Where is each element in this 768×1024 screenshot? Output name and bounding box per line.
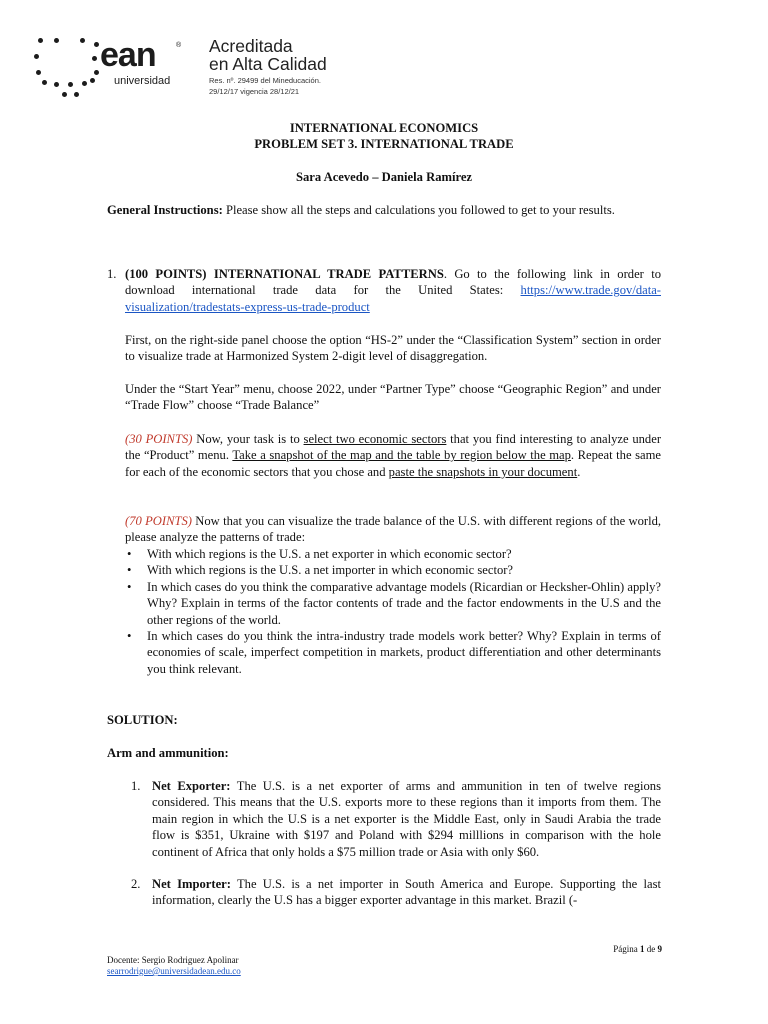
question-bullets xyxy=(125,546,661,677)
net-importer-label: Net Importer: xyxy=(152,877,231,891)
logo-dots-icon xyxy=(28,32,103,102)
p3-underline-2: Take a snapshot of the map and the table by region below the map xyxy=(232,448,571,463)
solution-item-net-importer xyxy=(152,876,661,909)
solution-heading: SOLUTION: xyxy=(107,713,178,727)
p3-text-a: Now, your task is to xyxy=(192,432,304,446)
p3-text-d: . xyxy=(577,464,581,479)
net-exporter-text: The U.S. is a net exporter of arms and ammunition in ten of twelve regions considered. This means that the U.S. exports more to these regions than it imports from them. The main region in which the U.S is a net exporter is the Middle East, only in Saudi Arabia the trade flow is $351, Ukraine with $197 and Poland with $294 milllions in comparison with the hole continent of Africa that only holds a $75 million trade or Asia with only $60. xyxy=(152,779,661,859)
logo-subtitle: universidad xyxy=(114,75,171,87)
page-number xyxy=(560,944,662,954)
net-exporter-label: Net Exporter: xyxy=(152,779,231,793)
instructions-label: General Instructions: xyxy=(107,203,223,217)
question-para-menus: Under the “Start Year” menu, choose 2022, under “Partner Type” choose “Geographic Region” and under “Trade Flow” choose “Trade Balance” xyxy=(125,382,661,413)
question-number: 1. xyxy=(107,267,117,281)
list-item: • In which cases do you think the comparative advantage models (Ricardian or Hecksher-Ohlin) apply? Why? Explain in terms of the factor contents of trade and the factor endowments in the U.S and the other regions of the world. xyxy=(125,579,661,628)
doc-title-line2: PROBLEM SET 3. INTERNATIONAL TRADE xyxy=(254,137,514,151)
authors: Sara Acevedo – Daniela Ramírez xyxy=(295,170,473,184)
p3-text-c: . Repeat the same for each of the economic sectors that you chose and xyxy=(125,448,662,479)
solution-item-number: 1. xyxy=(131,779,141,793)
list-item: • With which regions is the U.S. a net importer in which economic sector? xyxy=(125,562,661,578)
accreditation-line2: en Alta Calidad xyxy=(209,54,327,74)
question-points: (100 POINTS) INTERNATIONAL TRADE PATTERNS xyxy=(125,267,444,281)
question-para-30-points xyxy=(125,431,661,480)
sector-heading: Arm and ammunition: xyxy=(107,746,229,760)
footer-email-link[interactable]: searrodrigue@universidadean.edu.co xyxy=(107,966,241,976)
page-current: 1 xyxy=(640,944,645,954)
logo-word: ean xyxy=(100,36,156,74)
page-prefix: Página xyxy=(613,944,640,954)
doc-title-line1: INTERNATIONAL ECONOMICS xyxy=(289,121,479,135)
accreditation-validity: 29/12/17 vigencia 28/12/21 xyxy=(209,87,300,96)
solution-item-net-exporter xyxy=(152,778,661,860)
logo xyxy=(28,32,188,102)
footer-teacher: Docente: Sergio Rodriguez Apolinar xyxy=(107,955,239,965)
p3-underline-3: paste the snapshots in your document xyxy=(388,464,578,479)
points-70-label: (70 POINTS) xyxy=(125,514,192,528)
accreditation-line1: Acreditada xyxy=(209,36,293,56)
accreditation-resolution: Res. nº. 29499 del Mineducación. xyxy=(209,76,321,85)
list-item: • In which cases do you think the intra-industry trade models work better? Why? Explain in terms of economies of scale, imperfect competition in markets, product differentiation and other determinants you think relevant. xyxy=(125,628,661,677)
question-para-classification: First, on the right-side panel choose the option “HS-2” under the “Classification System” section in order to visualize trade at Harmonized System 2-digit level of disaggregation. xyxy=(125,333,661,364)
p3-text-b: that you find interesting to analyze under the “Product” menu. xyxy=(125,432,662,463)
net-importer-text: The U.S. is a net importer in South America and Europe. Supporting the last information, clearly the U.S has a bigger exporter advantage in this market. Brazil (- xyxy=(152,877,661,908)
page-mid: de xyxy=(644,944,658,954)
question-intro-text: . Go to the following link in order to download international trade data for the United States: xyxy=(125,267,661,298)
solution-item-number: 2. xyxy=(131,877,141,891)
points-30-label: (30 POINTS) xyxy=(125,432,193,446)
instructions-text: Please show all the steps and calculations you followed to get to your results. xyxy=(222,203,615,217)
p4-text: Now that you can visualize the trade balance of the U.S. with different regions of the world, please analyze the patterns of trade: xyxy=(125,514,662,545)
question-para-70-points xyxy=(125,513,661,546)
page-total: 9 xyxy=(657,944,662,954)
trade-data-link[interactable]: https://www.trade.gov/data-visualization/tradestats-express-us-trade-product xyxy=(125,283,661,314)
general-instructions xyxy=(107,202,661,218)
logo-registered-icon: ® xyxy=(176,42,182,49)
question-intro xyxy=(125,266,661,315)
p3-underline-1: select two economic sectors xyxy=(303,432,447,446)
list-item: • With which regions is the U.S. a net exporter in which economic sector? xyxy=(125,546,661,562)
